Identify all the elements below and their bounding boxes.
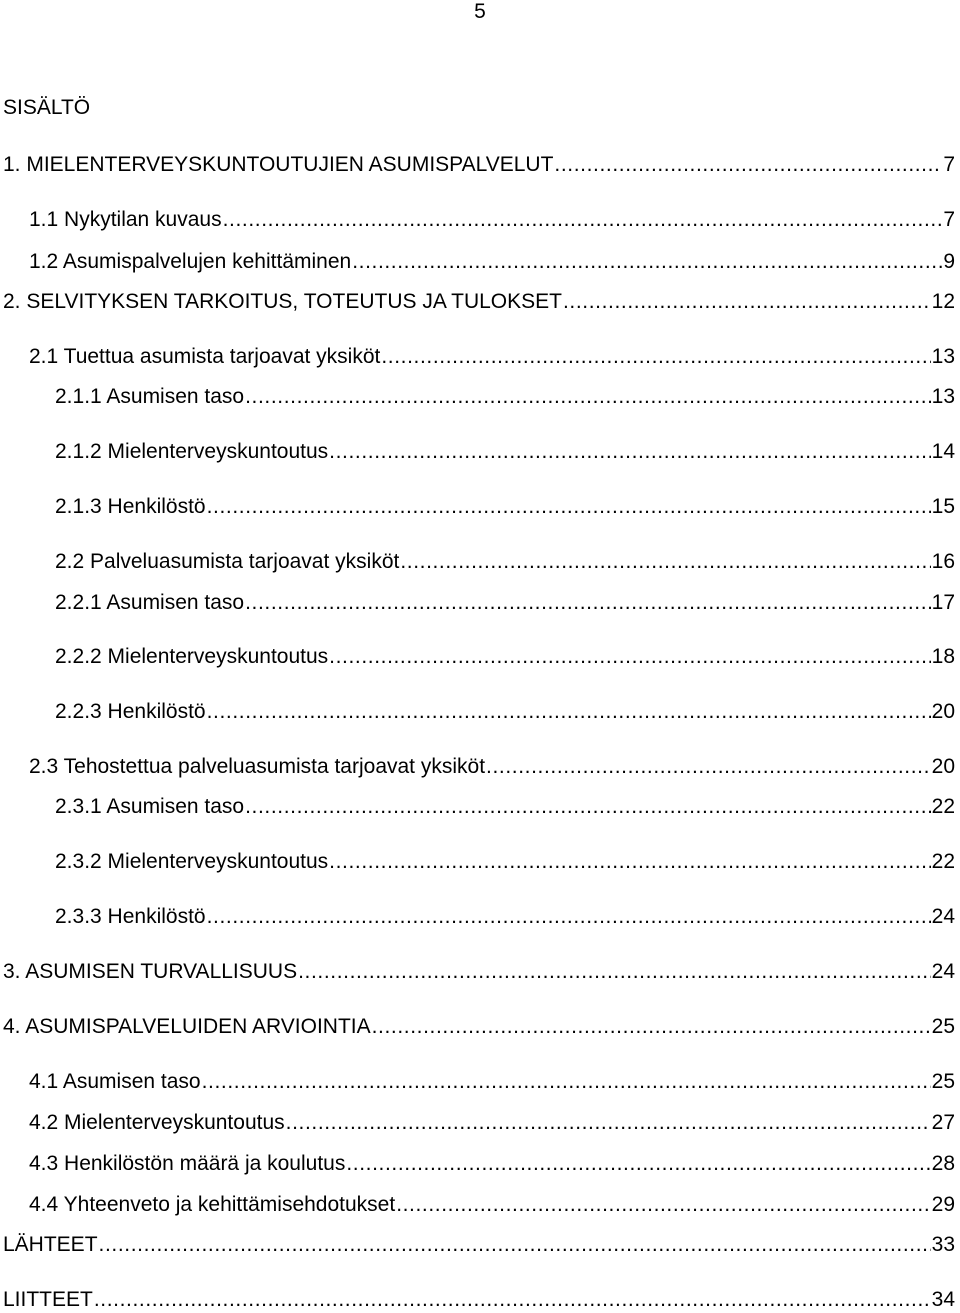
toc-entry-page: 7 bbox=[943, 153, 955, 176]
toc-entry-page: 22 bbox=[931, 850, 955, 873]
toc-entry-label: 4.2 Mielenterveyskuntoutus bbox=[29, 1111, 285, 1134]
dot-leader bbox=[245, 795, 931, 819]
dot-leader bbox=[298, 960, 931, 984]
toc-entry-page: 18 bbox=[931, 645, 955, 668]
dot-leader bbox=[554, 153, 942, 177]
toc-entry bbox=[55, 905, 955, 929]
page-number: 5 bbox=[474, 0, 486, 23]
dot-leader bbox=[286, 1111, 931, 1135]
toc-entry bbox=[55, 385, 955, 409]
toc-entry-label: 2. SELVITYKSEN TARKOITUS, TOTEUTUS JA TULOKSET bbox=[3, 290, 562, 313]
toc-entry bbox=[29, 1111, 955, 1135]
toc-entry-label: 2.3 Tehostettua palveluasumista tarjoavat yksiköt bbox=[29, 755, 486, 778]
dot-leader bbox=[207, 905, 931, 929]
toc-entry-page: 20 bbox=[931, 700, 955, 723]
dot-leader bbox=[329, 850, 930, 874]
dot-leader bbox=[329, 645, 930, 669]
toc-entry-page: 33 bbox=[931, 1233, 955, 1256]
toc-entry bbox=[3, 290, 955, 314]
toc-entry bbox=[55, 440, 955, 464]
toc-entry-label: 2.3.3 Henkilöstö bbox=[55, 905, 206, 928]
toc-entry-label: 2.1.3 Henkilöstö bbox=[55, 495, 206, 518]
toc-entry-page: 27 bbox=[931, 1111, 955, 1134]
toc-entry-page: 12 bbox=[931, 290, 955, 313]
toc-entry bbox=[29, 1193, 955, 1217]
dot-leader bbox=[202, 1070, 931, 1094]
toc-entry-page: 22 bbox=[931, 795, 955, 818]
toc-entry bbox=[29, 1152, 955, 1176]
toc-entry bbox=[55, 645, 955, 669]
toc-entry-label: 4.4 Yhteenveto ja kehittämisehdotukset bbox=[29, 1193, 396, 1216]
toc-entry-label: 1.2 Asumispalvelujen kehittäminen bbox=[29, 250, 352, 273]
toc-entry-page: 34 bbox=[931, 1288, 955, 1311]
toc-entry bbox=[3, 1233, 955, 1257]
toc-entry bbox=[29, 250, 955, 274]
toc-entry-page: 29 bbox=[931, 1193, 955, 1216]
toc-entry-page: 9 bbox=[943, 250, 955, 273]
toc-entry-label: 1.1 Nykytilan kuvaus bbox=[29, 208, 222, 231]
toc-entry-page: 25 bbox=[931, 1070, 955, 1093]
toc-entry-label: LÄHTEET bbox=[3, 1233, 98, 1256]
toc-entry-page: 14 bbox=[931, 440, 955, 463]
toc-entry-page: 13 bbox=[931, 385, 955, 408]
dot-leader bbox=[396, 1193, 930, 1217]
toc-entry bbox=[3, 1288, 955, 1312]
toc-entry bbox=[55, 700, 955, 724]
dot-leader bbox=[381, 345, 930, 369]
toc-entry bbox=[29, 755, 955, 779]
toc-entry bbox=[55, 495, 955, 519]
toc-entry-label: 4. ASUMISPALVELUIDEN ARVIOINTIA bbox=[3, 1015, 371, 1038]
toc-entry-label: 2.3.2 Mielenterveyskuntoutus bbox=[55, 850, 329, 873]
toc-entry-page: 28 bbox=[931, 1152, 955, 1175]
dot-leader bbox=[486, 755, 931, 779]
dot-leader bbox=[563, 290, 931, 314]
toc-heading: SISÄLTÖ bbox=[3, 96, 91, 119]
toc-entry bbox=[55, 591, 955, 615]
dot-leader bbox=[207, 495, 931, 519]
toc-entry bbox=[29, 345, 955, 369]
dot-leader bbox=[329, 440, 930, 464]
toc-entry-label: 2.2.3 Henkilöstö bbox=[55, 700, 206, 723]
toc-entry-label: 2.2.1 Asumisen taso bbox=[55, 591, 245, 614]
toc-entry bbox=[3, 1015, 955, 1039]
toc-entry-page: 20 bbox=[931, 755, 955, 778]
toc-entry-label: LIITTEET bbox=[3, 1288, 93, 1311]
toc-entry-label: 2.1.1 Asumisen taso bbox=[55, 385, 245, 408]
toc-entry bbox=[29, 1070, 955, 1094]
dot-leader bbox=[207, 700, 931, 724]
toc-entry bbox=[55, 550, 955, 574]
toc-entry-label: 2.1.2 Mielenterveyskuntoutus bbox=[55, 440, 329, 463]
dot-leader bbox=[372, 1015, 931, 1039]
dot-leader bbox=[223, 208, 943, 232]
toc-entry bbox=[29, 208, 955, 232]
toc-entry bbox=[55, 795, 955, 819]
toc-entry-label: 2.2.2 Mielenterveyskuntoutus bbox=[55, 645, 329, 668]
dot-leader bbox=[352, 250, 942, 274]
dot-leader bbox=[346, 1152, 930, 1176]
dot-leader bbox=[99, 1233, 931, 1257]
toc-entry-label: 3. ASUMISEN TURVALLISUUS bbox=[3, 960, 298, 983]
toc-entry-page: 13 bbox=[931, 345, 955, 368]
toc-entry-label: 2.2 Palveluasumista tarjoavat yksiköt bbox=[55, 550, 400, 573]
toc-entry-page: 25 bbox=[931, 1015, 955, 1038]
toc-entry bbox=[3, 960, 955, 984]
toc-entry-page: 7 bbox=[943, 208, 955, 231]
toc-entry-page: 15 bbox=[931, 495, 955, 518]
toc-entry bbox=[3, 153, 955, 177]
dot-leader bbox=[245, 591, 931, 615]
toc-entry bbox=[55, 850, 955, 874]
toc-entry-label: 4.3 Henkilöstön määrä ja koulutus bbox=[29, 1152, 346, 1175]
toc-entry-page: 17 bbox=[931, 591, 955, 614]
dot-leader bbox=[94, 1288, 931, 1312]
toc-entry-label: 4.1 Asumisen taso bbox=[29, 1070, 201, 1093]
dot-leader bbox=[245, 385, 931, 409]
toc-entry-label: 2.1 Tuettua asumista tarjoavat yksiköt bbox=[29, 345, 381, 368]
toc-entry-label: 2.3.1 Asumisen taso bbox=[55, 795, 245, 818]
dot-leader bbox=[400, 550, 930, 574]
toc-entry-page: 24 bbox=[931, 960, 955, 983]
toc-entry-page: 16 bbox=[931, 550, 955, 573]
toc-entry-label: 1. MIELENTERVEYSKUNTOUTUJIEN ASUMISPALVELUT bbox=[3, 153, 554, 176]
toc-entry-page: 24 bbox=[931, 905, 955, 928]
